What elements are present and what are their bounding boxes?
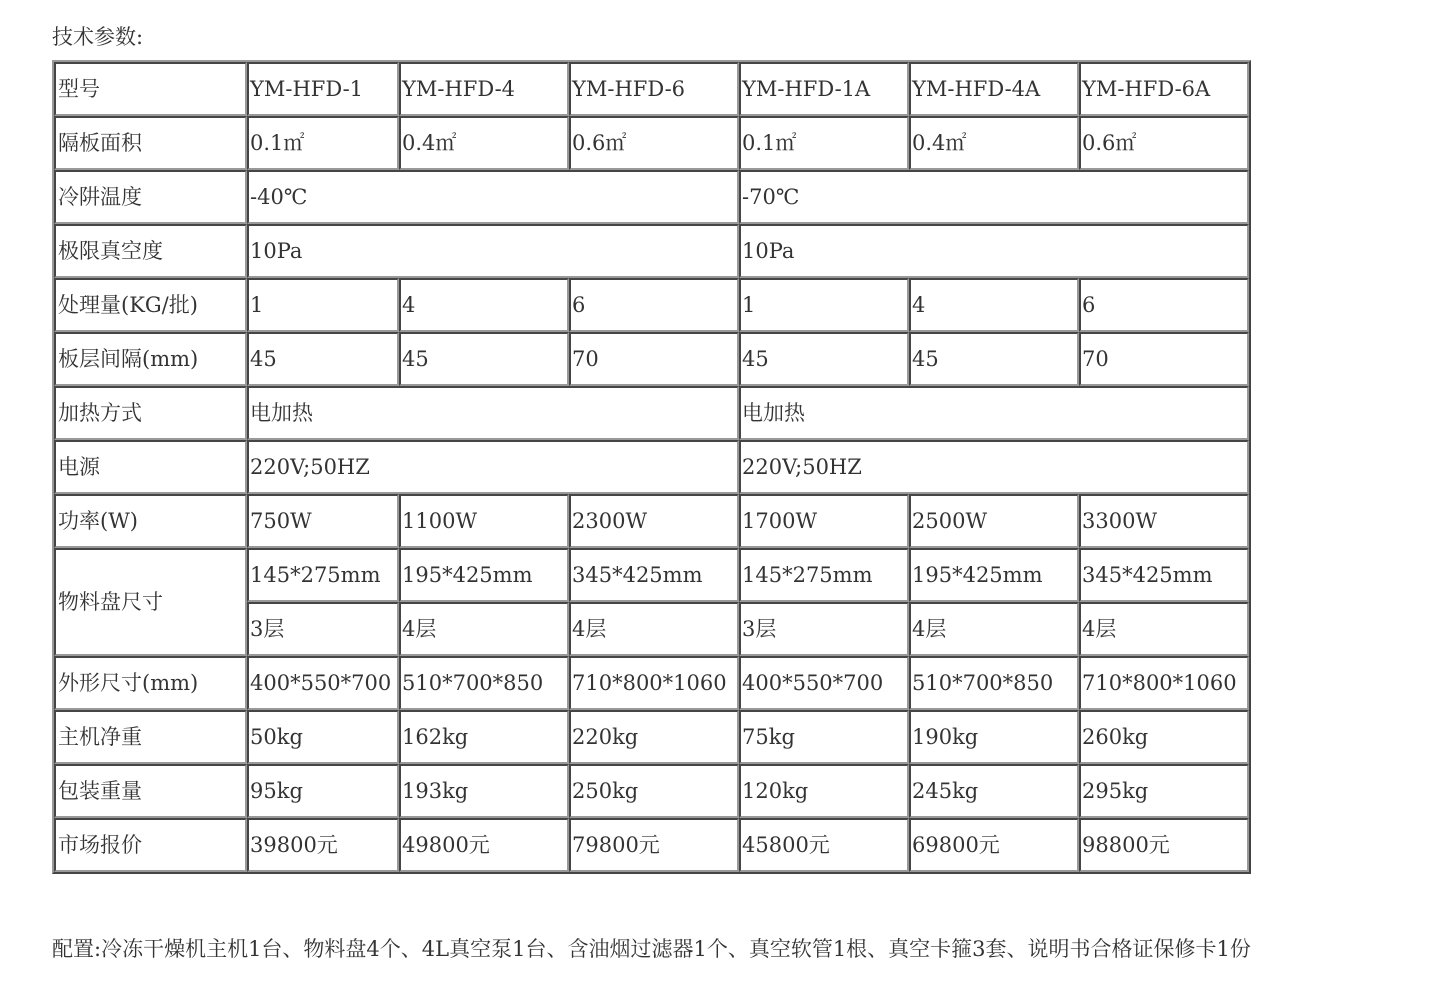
table-cell: -70℃	[739, 170, 1249, 224]
table-cell: 电加热	[739, 386, 1249, 440]
table-cell: YM-HFD-4	[399, 62, 569, 116]
spec-table	[52, 60, 1251, 874]
table-row	[54, 710, 1249, 764]
table-cell: 69800元	[909, 818, 1079, 872]
table-cell: 295kg	[1079, 764, 1249, 818]
table-cell: 162kg	[399, 710, 569, 764]
table-cell: 98800元	[1079, 818, 1249, 872]
row-label: 加热方式	[54, 386, 247, 440]
table-row	[54, 386, 1249, 440]
table-cell: 260kg	[1079, 710, 1249, 764]
table-cell: 4层	[569, 602, 739, 656]
table-cell: 4层	[1079, 602, 1249, 656]
table-cell: 45	[909, 332, 1079, 386]
table-cell: 1700W	[739, 494, 909, 548]
row-label: 物料盘尺寸	[54, 548, 247, 656]
table-cell: 75kg	[739, 710, 909, 764]
table-cell: 39800元	[247, 818, 399, 872]
row-label: 电源	[54, 440, 247, 494]
table-cell: 0.6㎡	[1079, 116, 1249, 170]
table-cell: 510*700*850	[909, 656, 1079, 710]
table-cell: 400*550*700	[739, 656, 909, 710]
row-label: 隔板面积	[54, 116, 247, 170]
table-cell: 45800元	[739, 818, 909, 872]
table-cell: 3300W	[1079, 494, 1249, 548]
table-cell: 4	[909, 278, 1079, 332]
table-cell: 2300W	[569, 494, 739, 548]
row-label: 板层间隔(mm)	[54, 332, 247, 386]
table-cell: 10Pa	[247, 224, 739, 278]
table-cell: 45	[247, 332, 399, 386]
table-cell: 1	[739, 278, 909, 332]
table-cell: YM-HFD-6	[569, 62, 739, 116]
table-cell: 2500W	[909, 494, 1079, 548]
row-label: 处理量(KG/批)	[54, 278, 247, 332]
table-row	[54, 278, 1249, 332]
table-cell: 220V;50HZ	[247, 440, 739, 494]
table-cell: 4	[399, 278, 569, 332]
table-cell: 220kg	[569, 710, 739, 764]
table-cell: YM-HFD-1	[247, 62, 399, 116]
table-cell: 6	[569, 278, 739, 332]
table-row	[54, 170, 1249, 224]
table-cell: YM-HFD-4A	[909, 62, 1079, 116]
table-cell: 345*425mm	[569, 548, 739, 602]
table-cell: 400*550*700	[247, 656, 399, 710]
table-cell: 49800元	[399, 818, 569, 872]
row-label: 包装重量	[54, 764, 247, 818]
table-cell: 95kg	[247, 764, 399, 818]
table-row	[54, 62, 1249, 116]
table-cell: 145*275mm	[739, 548, 909, 602]
table-cell: 0.1㎡	[247, 116, 399, 170]
table-row	[54, 818, 1249, 872]
table-cell: 电加热	[247, 386, 739, 440]
table-cell: YM-HFD-6A	[1079, 62, 1249, 116]
table-cell: 245kg	[909, 764, 1079, 818]
table-cell: 220V;50HZ	[739, 440, 1249, 494]
spec-heading: 技术参数:	[52, 25, 144, 49]
row-label: 主机净重	[54, 710, 247, 764]
row-label: 极限真空度	[54, 224, 247, 278]
table-cell: 1	[247, 278, 399, 332]
row-label: 型号	[54, 62, 247, 116]
table-cell: 50kg	[247, 710, 399, 764]
table-row	[54, 764, 1249, 818]
table-cell: 193kg	[399, 764, 569, 818]
table-cell: 250kg	[569, 764, 739, 818]
row-label: 市场报价	[54, 818, 247, 872]
spec-table-body	[54, 62, 1249, 872]
table-cell: 0.4㎡	[909, 116, 1079, 170]
table-cell: 45	[739, 332, 909, 386]
table-cell: 710*800*1060	[1079, 656, 1249, 710]
table-cell: 6	[1079, 278, 1249, 332]
table-cell: 190kg	[909, 710, 1079, 764]
table-cell: 0.4㎡	[399, 116, 569, 170]
table-cell: 510*700*850	[399, 656, 569, 710]
table-cell: 195*425mm	[399, 548, 569, 602]
table-cell: 0.6㎡	[569, 116, 739, 170]
table-cell: -40℃	[247, 170, 739, 224]
table-cell: 750W	[247, 494, 399, 548]
table-cell: 70	[1079, 332, 1249, 386]
table-row	[54, 116, 1249, 170]
table-cell: 45	[399, 332, 569, 386]
table-row	[54, 548, 1249, 602]
table-cell: 4层	[399, 602, 569, 656]
table-row	[54, 332, 1249, 386]
table-cell: 79800元	[569, 818, 739, 872]
table-cell: 10Pa	[739, 224, 1249, 278]
configuration-note: 配置:冷冻干燥机主机1台、物料盘4个、4L真空泵1台、含油烟过滤器1个、真空软管1根、真空卡箍3套、说明书合格证保修卡1份	[52, 937, 1251, 961]
table-cell: 145*275mm	[247, 548, 399, 602]
table-cell: 1100W	[399, 494, 569, 548]
table-cell: 70	[569, 332, 739, 386]
table-row	[54, 494, 1249, 548]
table-cell: 710*800*1060	[569, 656, 739, 710]
row-label: 功率(W)	[54, 494, 247, 548]
table-cell: 195*425mm	[909, 548, 1079, 602]
table-row	[54, 440, 1249, 494]
table-cell: 0.1㎡	[739, 116, 909, 170]
table-cell: YM-HFD-1A	[739, 62, 909, 116]
row-label: 外形尺寸(mm)	[54, 656, 247, 710]
table-row	[54, 224, 1249, 278]
table-cell: 3层	[739, 602, 909, 656]
table-cell: 120kg	[739, 764, 909, 818]
table-cell: 345*425mm	[1079, 548, 1249, 602]
table-cell: 4层	[909, 602, 1079, 656]
row-label: 冷阱温度	[54, 170, 247, 224]
table-row	[54, 656, 1249, 710]
table-cell: 3层	[247, 602, 399, 656]
